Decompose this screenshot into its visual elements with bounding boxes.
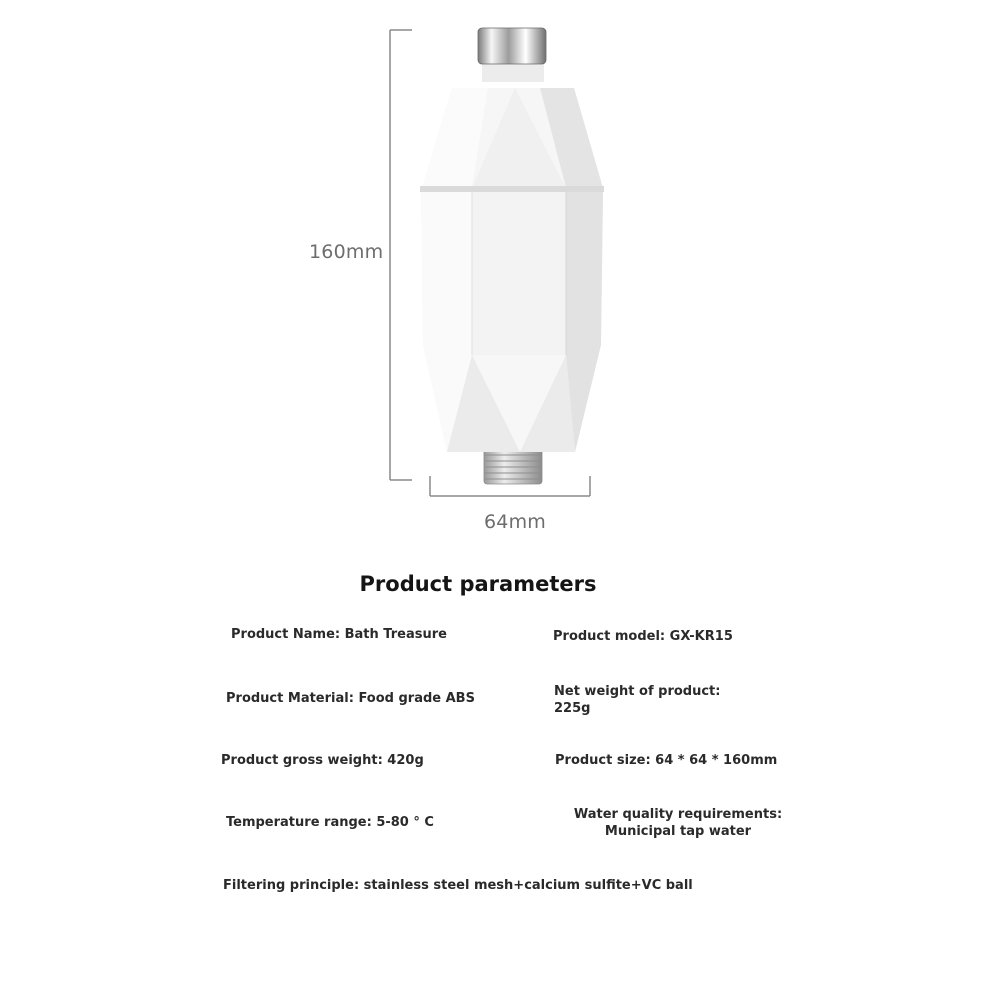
- param-product-material: Product Material: Food grade ABS: [226, 691, 475, 706]
- param-product-model: Product model: GX-KR15: [553, 629, 733, 644]
- param-water-quality-line2: Municipal tap water: [604, 824, 752, 839]
- param-net-weight-line1: Net weight of product:: [554, 684, 721, 699]
- bottom-thread-connector: [484, 448, 542, 484]
- width-dimension-label: 64mm: [484, 511, 546, 533]
- param-net-weight: [554, 683, 720, 717]
- param-net-weight-line2: 225g: [554, 701, 591, 716]
- height-dimension-label: 160mm: [309, 241, 384, 263]
- section-title: Product parameters: [359, 572, 597, 596]
- filter-body: [420, 88, 604, 452]
- param-product-size: Product size: 64 * 64 * 160mm: [555, 753, 778, 768]
- param-filtering-principle: Filtering principle: stainless steel mesh+calcium sulfite+VC ball: [223, 878, 693, 893]
- param-water-quality: [568, 806, 788, 840]
- height-dimension-line: [390, 30, 412, 480]
- param-gross-weight: Product gross weight: 420g: [221, 753, 424, 768]
- top-chrome-connector: [478, 28, 546, 82]
- param-water-quality-line1: Water quality requirements:: [573, 807, 783, 822]
- param-product-name: Product Name: Bath Treasure: [231, 627, 447, 642]
- param-temperature-range: Temperature range: 5-80 ° C: [226, 815, 434, 830]
